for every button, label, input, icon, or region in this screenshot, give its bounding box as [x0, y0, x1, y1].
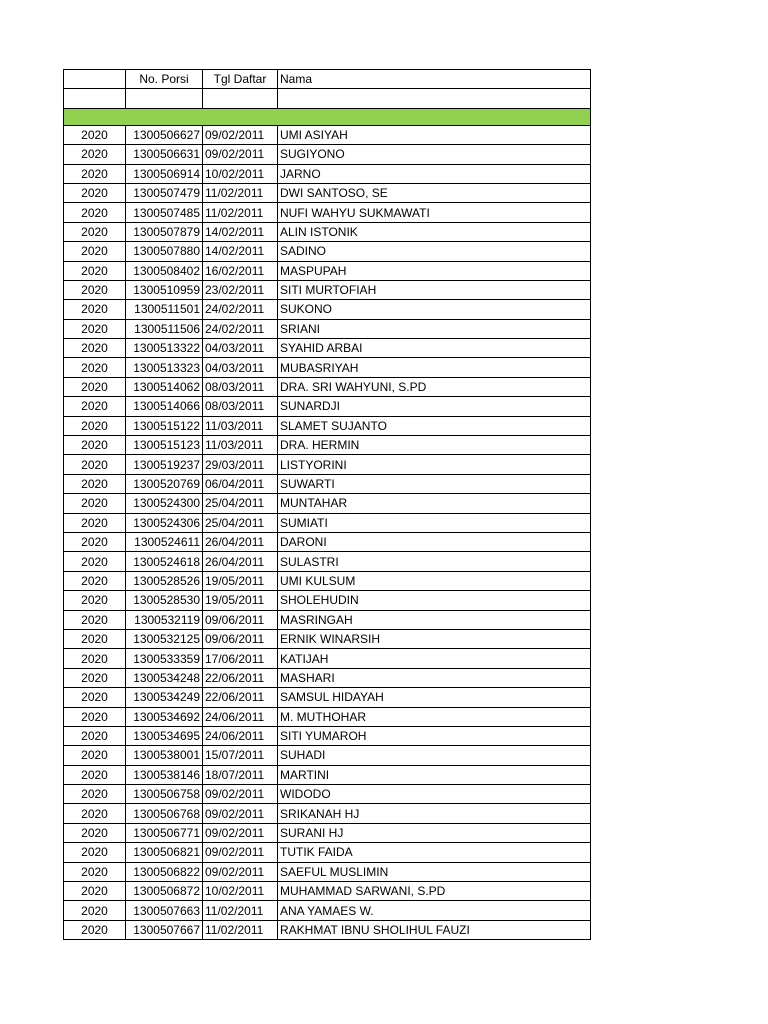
cell-year[interactable]: 2020 — [64, 746, 126, 765]
cell-nama[interactable]: RAKHMAT IBNU SHOLIHUL FAUZI — [278, 920, 591, 939]
cell-nama[interactable]: LISTYORINI — [278, 455, 591, 474]
cell-year[interactable]: 2020 — [64, 300, 126, 319]
cell-year[interactable]: 2020 — [64, 203, 126, 222]
cell-tgl-daftar[interactable]: 11/03/2011 — [203, 436, 278, 455]
cell-tgl-daftar[interactable]: 24/06/2011 — [203, 726, 278, 745]
cell-tgl-daftar[interactable]: 09/02/2011 — [203, 862, 278, 881]
cell-nama[interactable]: DRA. HERMIN — [278, 436, 591, 455]
cell-nama[interactable]: M. MUTHOHAR — [278, 707, 591, 726]
cell-no-porsi[interactable]: 1300515123 — [126, 436, 203, 455]
cell-year[interactable]: 2020 — [64, 901, 126, 920]
cell-tgl-daftar[interactable]: 18/07/2011 — [203, 765, 278, 784]
cell-tgl-daftar[interactable]: 11/02/2011 — [203, 920, 278, 939]
table-row — [64, 377, 591, 396]
cell-tgl-daftar[interactable]: 14/02/2011 — [203, 222, 278, 241]
cell-no-porsi[interactable]: 1300514066 — [126, 397, 203, 416]
header-nama[interactable]: Nama — [278, 70, 591, 89]
cell-nama[interactable]: DARONI — [278, 532, 591, 551]
cell-no-porsi[interactable]: 1300513322 — [126, 339, 203, 358]
cell-tgl-daftar[interactable]: 19/05/2011 — [203, 571, 278, 590]
cell-nama[interactable]: MARTINI — [278, 765, 591, 784]
cell-year[interactable]: 2020 — [64, 765, 126, 784]
table-row — [64, 843, 591, 862]
cell-nama[interactable]: SUNARDJI — [278, 397, 591, 416]
table-row — [64, 280, 591, 299]
cell-nama[interactable]: SUKONO — [278, 300, 591, 319]
table-row — [64, 261, 591, 280]
cell-no-porsi[interactable]: 1300538146 — [126, 765, 203, 784]
cell-no-porsi[interactable]: 1300533359 — [126, 649, 203, 668]
cell-nama[interactable]: SUHADI — [278, 746, 591, 765]
table-row — [64, 164, 591, 183]
table-body — [64, 89, 591, 940]
cell-nama[interactable]: MUHAMMAD SARWANI, S.PD — [278, 882, 591, 901]
header-row — [64, 70, 591, 89]
data-table — [63, 69, 591, 940]
cell-tgl-daftar[interactable]: 11/02/2011 — [203, 183, 278, 202]
cell-nama[interactable]: ALIN ISTONIK — [278, 222, 591, 241]
cell-year[interactable]: 2020 — [64, 377, 126, 396]
table-row — [64, 242, 591, 261]
cell-no-porsi[interactable]: 1300507879 — [126, 222, 203, 241]
cell-nama[interactable]: UMI ASIYAH — [278, 125, 591, 144]
blank-row — [64, 89, 591, 108]
cell-year[interactable]: 2020 — [64, 242, 126, 261]
cell-year[interactable]: 2020 — [64, 862, 126, 881]
cell-no-porsi[interactable]: 1300513323 — [126, 358, 203, 377]
cell-no-porsi[interactable]: 1300534695 — [126, 726, 203, 745]
cell-nama[interactable]: SRIANI — [278, 319, 591, 338]
header-no-porsi[interactable]: No. Porsi — [126, 70, 203, 89]
cell-tgl-daftar[interactable]: 09/02/2011 — [203, 785, 278, 804]
cell-no-porsi[interactable]: 1300538001 — [126, 746, 203, 765]
cell-tgl-daftar[interactable]: 24/02/2011 — [203, 300, 278, 319]
table-row — [64, 668, 591, 687]
cell-tgl-daftar[interactable]: 09/02/2011 — [203, 843, 278, 862]
cell-nama[interactable]: SYAHID ARBAI — [278, 339, 591, 358]
table-row — [64, 629, 591, 648]
cell-tgl-daftar[interactable]: 22/06/2011 — [203, 688, 278, 707]
cell-no-porsi[interactable]: 1300534249 — [126, 688, 203, 707]
cell-no-porsi[interactable]: 1300511501 — [126, 300, 203, 319]
green-cell[interactable] — [126, 108, 203, 125]
cell-no-porsi[interactable]: 1300507667 — [126, 920, 203, 939]
cell-tgl-daftar[interactable]: 09/02/2011 — [203, 125, 278, 144]
cell-no-porsi[interactable]: 1300506872 — [126, 882, 203, 901]
green-cell[interactable] — [64, 108, 126, 125]
cell-year[interactable]: 2020 — [64, 882, 126, 901]
cell-year[interactable]: 2020 — [64, 494, 126, 513]
cell-nama[interactable]: SRIKANAH HJ — [278, 804, 591, 823]
table-row — [64, 746, 591, 765]
table-row — [64, 726, 591, 745]
cell-tgl-daftar[interactable]: 24/02/2011 — [203, 319, 278, 338]
cell-tgl-daftar[interactable]: 09/06/2011 — [203, 629, 278, 648]
cell-no-porsi[interactable]: 1300532125 — [126, 629, 203, 648]
cell-tgl-daftar[interactable]: 17/06/2011 — [203, 649, 278, 668]
table-row — [64, 416, 591, 435]
cell-tgl-daftar[interactable]: 23/02/2011 — [203, 280, 278, 299]
cell-no-porsi[interactable]: 1300506822 — [126, 862, 203, 881]
table-row — [64, 688, 591, 707]
table-row — [64, 882, 591, 901]
green-cell[interactable] — [278, 108, 591, 125]
cell-year[interactable]: 2020 — [64, 571, 126, 590]
cell-no-porsi[interactable]: 1300506768 — [126, 804, 203, 823]
cell-year[interactable]: 2020 — [64, 843, 126, 862]
cell-tgl-daftar[interactable]: 08/03/2011 — [203, 397, 278, 416]
cell-year[interactable]: 2020 — [64, 125, 126, 144]
blank-cell[interactable] — [203, 89, 278, 108]
cell-tgl-daftar[interactable]: 09/06/2011 — [203, 610, 278, 629]
cell-tgl-daftar[interactable]: 15/07/2011 — [203, 746, 278, 765]
cell-year[interactable]: 2020 — [64, 164, 126, 183]
cell-tgl-daftar[interactable]: 26/04/2011 — [203, 532, 278, 551]
cell-nama[interactable]: SUGIYONO — [278, 145, 591, 164]
cell-tgl-daftar[interactable]: 04/03/2011 — [203, 339, 278, 358]
cell-tgl-daftar[interactable]: 11/03/2011 — [203, 416, 278, 435]
cell-tgl-daftar[interactable]: 26/04/2011 — [203, 552, 278, 571]
cell-nama[interactable]: UMI KULSUM — [278, 571, 591, 590]
cell-no-porsi[interactable]: 1300510959 — [126, 280, 203, 299]
cell-year[interactable]: 2020 — [64, 436, 126, 455]
cell-no-porsi[interactable]: 1300519237 — [126, 455, 203, 474]
cell-no-porsi[interactable]: 1300524306 — [126, 513, 203, 532]
table-row — [64, 455, 591, 474]
cell-nama[interactable]: SAMSUL HIDAYAH — [278, 688, 591, 707]
table-row — [64, 532, 591, 551]
cell-year[interactable]: 2020 — [64, 668, 126, 687]
cell-year[interactable]: 2020 — [64, 804, 126, 823]
table-row — [64, 571, 591, 590]
cell-tgl-daftar[interactable]: 10/02/2011 — [203, 164, 278, 183]
table-row — [64, 183, 591, 202]
cell-tgl-daftar[interactable]: 25/04/2011 — [203, 494, 278, 513]
table-row — [64, 339, 591, 358]
cell-nama[interactable]: SITI MURTOFIAH — [278, 280, 591, 299]
table-row — [64, 785, 591, 804]
cell-year[interactable]: 2020 — [64, 339, 126, 358]
cell-no-porsi[interactable]: 1300534248 — [126, 668, 203, 687]
cell-tgl-daftar[interactable]: 16/02/2011 — [203, 261, 278, 280]
cell-tgl-daftar[interactable]: 25/04/2011 — [203, 513, 278, 532]
table-header — [64, 70, 591, 89]
cell-no-porsi[interactable]: 1300528530 — [126, 591, 203, 610]
cell-no-porsi[interactable]: 1300511506 — [126, 319, 203, 338]
cell-year[interactable]: 2020 — [64, 145, 126, 164]
table-row — [64, 707, 591, 726]
table-row — [64, 901, 591, 920]
table-row — [64, 494, 591, 513]
table-row — [64, 358, 591, 377]
cell-no-porsi[interactable]: 1300508402 — [126, 261, 203, 280]
cell-nama[interactable]: TUTIK FAIDA — [278, 843, 591, 862]
blank-cell[interactable] — [126, 89, 203, 108]
cell-nama[interactable]: SADINO — [278, 242, 591, 261]
table-row — [64, 300, 591, 319]
blank-cell[interactable] — [278, 89, 591, 108]
cell-nama[interactable]: SHOLEHUDIN — [278, 591, 591, 610]
cell-nama[interactable]: NUFI WAHYU SUKMAWATI — [278, 203, 591, 222]
cell-no-porsi[interactable]: 1300514062 — [126, 377, 203, 396]
cell-year[interactable]: 2020 — [64, 649, 126, 668]
cell-no-porsi[interactable]: 1300524618 — [126, 552, 203, 571]
cell-no-porsi[interactable]: 1300506758 — [126, 785, 203, 804]
cell-year[interactable]: 2020 — [64, 785, 126, 804]
cell-no-porsi[interactable]: 1300506627 — [126, 125, 203, 144]
cell-tgl-daftar[interactable]: 09/02/2011 — [203, 804, 278, 823]
cell-no-porsi[interactable]: 1300507479 — [126, 183, 203, 202]
cell-year[interactable]: 2020 — [64, 610, 126, 629]
cell-tgl-daftar[interactable]: 09/02/2011 — [203, 823, 278, 842]
cell-no-porsi[interactable]: 1300515122 — [126, 416, 203, 435]
cell-no-porsi[interactable]: 1300507663 — [126, 901, 203, 920]
cell-nama[interactable]: SULASTRI — [278, 552, 591, 571]
cell-no-porsi[interactable]: 1300506821 — [126, 843, 203, 862]
header-tgl-daftar[interactable]: Tgl Daftar — [203, 70, 278, 89]
cell-year[interactable]: 2020 — [64, 532, 126, 551]
cell-year[interactable]: 2020 — [64, 280, 126, 299]
table-row — [64, 145, 591, 164]
cell-year[interactable]: 2020 — [64, 707, 126, 726]
cell-no-porsi[interactable]: 1300534692 — [126, 707, 203, 726]
cell-nama[interactable]: SAEFUL MUSLIMIN — [278, 862, 591, 881]
cell-nama[interactable]: DRA. SRI WAHYUNI, S.PD — [278, 377, 591, 396]
cell-tgl-daftar[interactable]: 09/02/2011 — [203, 145, 278, 164]
cell-year[interactable]: 2020 — [64, 591, 126, 610]
cell-nama[interactable]: MASHARI — [278, 668, 591, 687]
green-cell[interactable] — [203, 108, 278, 125]
cell-year[interactable]: 2020 — [64, 222, 126, 241]
table-row — [64, 474, 591, 493]
cell-year[interactable]: 2020 — [64, 513, 126, 532]
table-row — [64, 436, 591, 455]
cell-tgl-daftar[interactable]: 11/02/2011 — [203, 203, 278, 222]
cell-year[interactable]: 2020 — [64, 726, 126, 745]
cell-year[interactable]: 2020 — [64, 416, 126, 435]
cell-tgl-daftar[interactable]: 14/02/2011 — [203, 242, 278, 261]
blank-cell[interactable] — [64, 89, 126, 108]
cell-year[interactable]: 2020 — [64, 358, 126, 377]
cell-no-porsi[interactable]: 1300524611 — [126, 532, 203, 551]
cell-year[interactable]: 2020 — [64, 397, 126, 416]
cell-year[interactable]: 2020 — [64, 629, 126, 648]
cell-nama[interactable]: SUWARTI — [278, 474, 591, 493]
cell-nama[interactable]: MASPUPAH — [278, 261, 591, 280]
cell-nama[interactable]: SUMIATI — [278, 513, 591, 532]
table-row — [64, 203, 591, 222]
cell-tgl-daftar[interactable]: 08/03/2011 — [203, 377, 278, 396]
cell-year[interactable]: 2020 — [64, 319, 126, 338]
cell-nama[interactable]: MUNTAHAR — [278, 494, 591, 513]
cell-nama[interactable]: ERNIK WINARSIH — [278, 629, 591, 648]
cell-year[interactable]: 2020 — [64, 823, 126, 842]
cell-nama[interactable]: MUBASRIYAH — [278, 358, 591, 377]
cell-nama[interactable]: KATIJAH — [278, 649, 591, 668]
table-row — [64, 804, 591, 823]
cell-no-porsi[interactable]: 1300528526 — [126, 571, 203, 590]
cell-year[interactable]: 2020 — [64, 455, 126, 474]
header-year[interactable] — [64, 70, 126, 89]
cell-no-porsi[interactable]: 1300506914 — [126, 164, 203, 183]
cell-no-porsi[interactable]: 1300524300 — [126, 494, 203, 513]
cell-no-porsi[interactable]: 1300507880 — [126, 242, 203, 261]
cell-nama[interactable]: DWI SANTOSO, SE — [278, 183, 591, 202]
cell-nama[interactable]: SLAMET SUJANTO — [278, 416, 591, 435]
cell-tgl-daftar[interactable]: 29/03/2011 — [203, 455, 278, 474]
table-row — [64, 823, 591, 842]
green-separator-row — [64, 108, 591, 125]
table-row — [64, 222, 591, 241]
cell-no-porsi[interactable]: 1300520769 — [126, 474, 203, 493]
cell-nama[interactable]: SITI YUMAROH — [278, 726, 591, 745]
cell-tgl-daftar[interactable]: 24/06/2011 — [203, 707, 278, 726]
table-row — [64, 591, 591, 610]
cell-no-porsi[interactable]: 1300506631 — [126, 145, 203, 164]
table-row — [64, 125, 591, 144]
table-row — [64, 920, 591, 939]
cell-no-porsi[interactable]: 1300532119 — [126, 610, 203, 629]
table-row — [64, 397, 591, 416]
cell-year[interactable]: 2020 — [64, 688, 126, 707]
table-row — [64, 319, 591, 338]
cell-nama[interactable]: SURANI HJ — [278, 823, 591, 842]
cell-tgl-daftar[interactable]: 22/06/2011 — [203, 668, 278, 687]
table-row — [64, 610, 591, 629]
cell-tgl-daftar[interactable]: 11/02/2011 — [203, 901, 278, 920]
table-row — [64, 513, 591, 532]
cell-year[interactable]: 2020 — [64, 183, 126, 202]
cell-nama[interactable]: WIDODO — [278, 785, 591, 804]
cell-tgl-daftar[interactable]: 04/03/2011 — [203, 358, 278, 377]
cell-nama[interactable]: ANA YAMAES W. — [278, 901, 591, 920]
cell-year[interactable]: 2020 — [64, 552, 126, 571]
cell-tgl-daftar[interactable]: 06/04/2011 — [203, 474, 278, 493]
table-row — [64, 649, 591, 668]
cell-tgl-daftar[interactable]: 10/02/2011 — [203, 882, 278, 901]
cell-year[interactable]: 2020 — [64, 474, 126, 493]
table-row — [64, 765, 591, 784]
cell-year[interactable]: 2020 — [64, 261, 126, 280]
cell-year[interactable]: 2020 — [64, 920, 126, 939]
cell-nama[interactable]: JARNO — [278, 164, 591, 183]
table-row — [64, 862, 591, 881]
cell-no-porsi[interactable]: 1300506771 — [126, 823, 203, 842]
cell-nama[interactable]: MASRINGAH — [278, 610, 591, 629]
cell-no-porsi[interactable]: 1300507485 — [126, 203, 203, 222]
table-row — [64, 552, 591, 571]
cell-tgl-daftar[interactable]: 19/05/2011 — [203, 591, 278, 610]
